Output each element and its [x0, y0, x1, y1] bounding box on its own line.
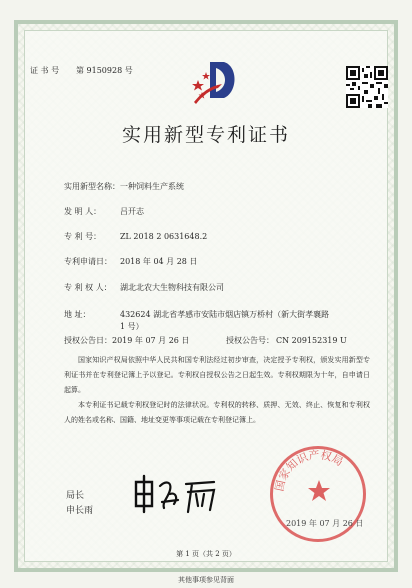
filing-date-label: 专利申请日： [64, 257, 112, 266]
back-note: 其他事项参见背面 [178, 576, 234, 584]
patentee-value: 湖北北农大生物科技有限公司 [120, 283, 224, 292]
filing-date-value: 2018 年 04 月 28 日 [120, 257, 198, 266]
handwritten-signature [130, 472, 220, 516]
patentee-label: 专 利 权 人： [64, 283, 112, 292]
certificate-paragraph-2: 本专利证书记载专利权登记时的法律状况。专利权的转移、质押、无效、终止、恢复和专利权人的姓名或名称、国籍、地址变更等事项记载在专利登记簿上。 [64, 401, 370, 424]
page-indicator: 第 1 页（共 2 页） [176, 550, 236, 558]
address-label: 地 址： [64, 310, 91, 319]
grant-number-label: 授权公告号： [226, 336, 274, 345]
grant-number-value: CN 209152319 U [276, 336, 347, 345]
qr-code-icon [346, 66, 388, 108]
seal-text: 国家知识产权局 [272, 448, 346, 493]
utility-model-name-value: 一种饲料生产系统 [120, 182, 184, 191]
utility-model-name-label: 实用新型名称： [64, 182, 120, 191]
certificate-number-value: 第 9150928 号 [76, 66, 133, 75]
certificate-paragraph-1: 国家知识产权局依照中华人民共和国专利法经过初步审查，决定授予专利权，颁发实用新型专利证书并在专利登记簿上予以登记。专利权自授权公告之日起生效。专利权期限为十年，自申请日起算。 [64, 356, 370, 394]
inventor-label: 发 明 人： [64, 207, 102, 216]
patent-number-value: ZL 2018 2 0631648.2 [120, 232, 208, 241]
commissioner-title: 局长 [66, 491, 85, 501]
patent-number-label: 专 利 号： [64, 232, 102, 241]
address-line-1: 432624 湖北省孝感市安陆市烟店镇万桥村（新大街孝襄路 [120, 310, 330, 319]
address-line-2: 1 号） [120, 322, 144, 331]
cnipa-emblem-icon [188, 58, 240, 110]
svg-text:国家知识产权局 [273, 447, 345, 492]
grant-date-value: 2019 年 07 月 26 日 [112, 336, 190, 345]
seal-date: 2019 年 07 月 26 日 [286, 519, 364, 528]
inventor-value: 吕开志 [120, 207, 144, 216]
commissioner-name: 申长雨 [66, 506, 94, 516]
certificate-title: 实用新型专利证书 [121, 124, 290, 146]
grant-date-label: 授权公告日： [64, 336, 112, 345]
certificate-number-label: 证 书 号 [30, 66, 60, 75]
